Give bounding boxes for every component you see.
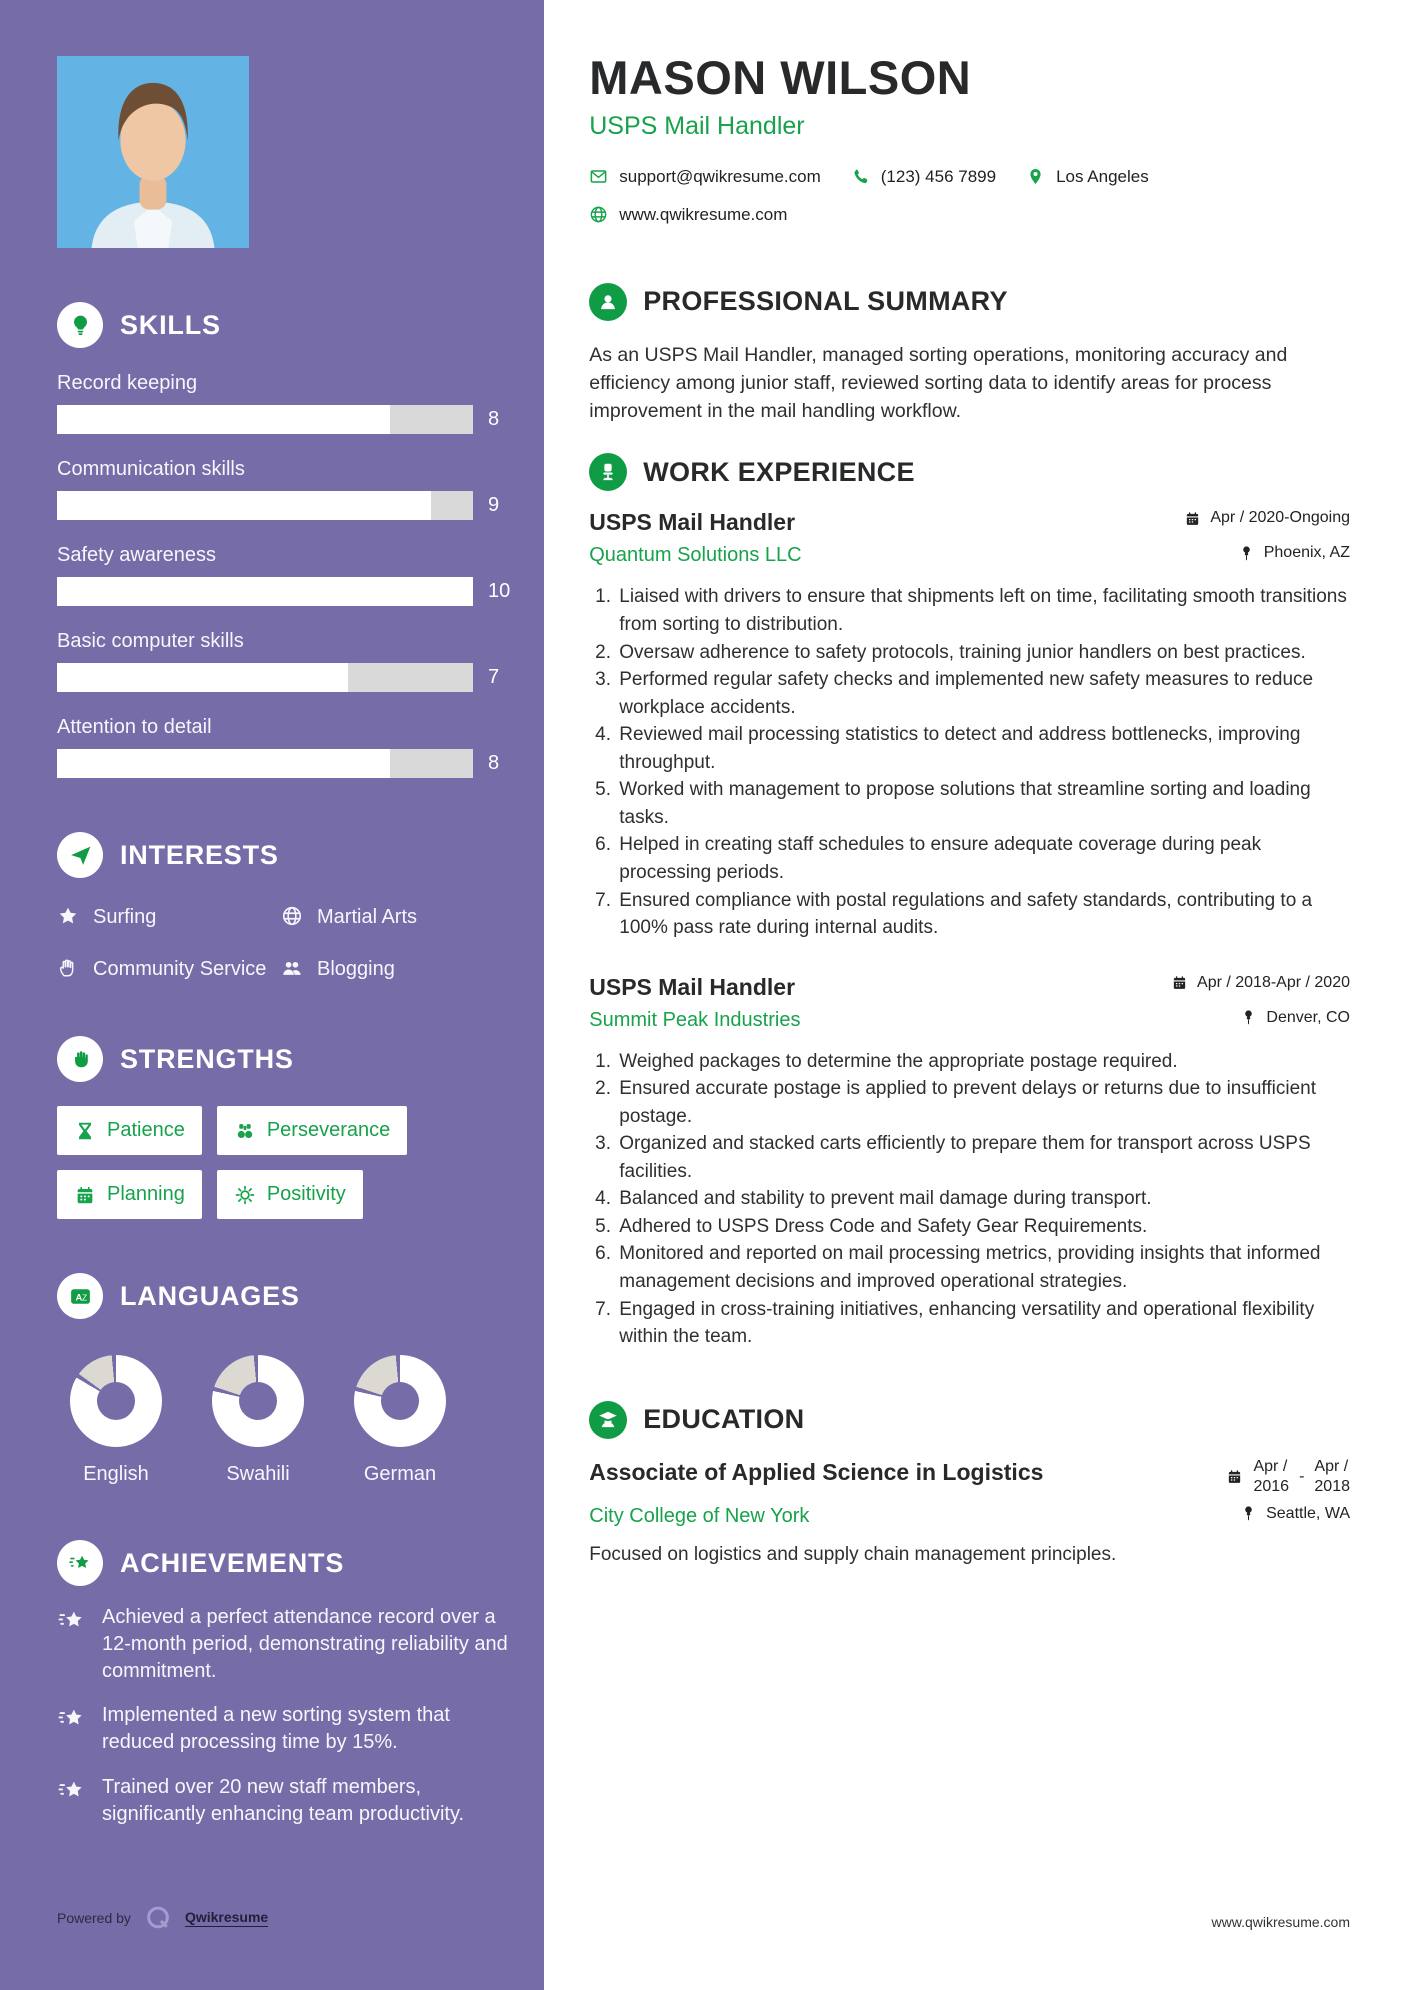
skill-row bbox=[57, 372, 510, 434]
location-contact: Los Angeles bbox=[1026, 167, 1149, 187]
interest-item: Blogging bbox=[281, 956, 510, 982]
job-bullet: 7. Ensured compliance with postal regulations and safety standards, contributing to a 100% pass rate during internal audits. bbox=[616, 887, 1350, 942]
shooting-star-icon bbox=[57, 1776, 87, 1806]
education-title: EDUCATION bbox=[643, 1404, 805, 1435]
strength-chip: Planning bbox=[57, 1170, 202, 1219]
fist-icon bbox=[57, 1036, 103, 1082]
envelope-icon bbox=[589, 167, 608, 186]
calendar-icon bbox=[74, 1184, 96, 1206]
skill-score: 9 bbox=[488, 494, 500, 516]
job-position-title: USPS Mail Handler bbox=[589, 973, 796, 1000]
hand-icon bbox=[57, 957, 79, 979]
shooting-star-icon bbox=[57, 1606, 87, 1636]
pushpin-icon bbox=[1240, 1505, 1257, 1522]
skill-score: 8 bbox=[488, 752, 500, 774]
strengths-header bbox=[57, 1036, 510, 1082]
job-bullet: 5. Worked with management to propose solutions that streamline sorting and loading tasks. bbox=[616, 776, 1350, 831]
globe-icon bbox=[589, 205, 608, 224]
skill-label: Record keeping bbox=[57, 372, 198, 394]
skill-bar bbox=[57, 405, 473, 434]
translate-icon bbox=[57, 1273, 103, 1319]
skill-row bbox=[57, 630, 510, 692]
strengths-section bbox=[57, 1036, 510, 1219]
skill-label: Communication skills bbox=[57, 458, 245, 480]
job-bullet: 3. Organized and stacked carts efficiently to prepare them for transport across USPS facilities. bbox=[616, 1130, 1350, 1185]
qwikresume-logo-icon bbox=[144, 1904, 172, 1932]
education-description: Focused on logistics and supply chain management principles. bbox=[589, 1543, 1117, 1565]
globe-icon bbox=[281, 905, 303, 927]
strength-chip: Perseverance bbox=[217, 1106, 407, 1155]
job-bullet: 6. Helped in creating staff schedules to ensure adequate coverage during peak processing periods. bbox=[616, 831, 1350, 886]
strengths-title: STRENGTHS bbox=[120, 1043, 294, 1074]
degree-title: Associate of Applied Science in Logistics bbox=[589, 1458, 1044, 1485]
experience-section bbox=[589, 453, 1350, 1350]
job-bullet: 5. Adhered to USPS Dress Code and Safety Gear Requirements. bbox=[616, 1213, 1350, 1241]
summary-section bbox=[589, 283, 1350, 426]
language-item: German bbox=[341, 1355, 459, 1486]
achievement-item: Achieved a perfect attendance record over a 12-month period, demonstrating reliability and commitment. bbox=[57, 1604, 510, 1684]
people-icon bbox=[281, 957, 303, 979]
sidebar bbox=[0, 0, 544, 1990]
achievements-header bbox=[57, 1540, 510, 1586]
main-content bbox=[544, 0, 1407, 1990]
shooting-star-icon bbox=[57, 1540, 103, 1586]
interest-item: Martial Arts bbox=[281, 904, 510, 930]
calendar-icon bbox=[1171, 974, 1188, 991]
skill-label: Basic computer skills bbox=[57, 630, 244, 652]
experience-title: WORK EXPERIENCE bbox=[643, 456, 915, 487]
pushpin-icon bbox=[1238, 545, 1255, 562]
strength-chip: Positivity bbox=[217, 1170, 363, 1219]
achievement-item: Trained over 20 new staff members, significantly enhancing team productivity. bbox=[57, 1774, 510, 1828]
job-bullet: 4. Reviewed mail processing statistics to detect and address bottlenecks, improving throughput. bbox=[616, 721, 1350, 776]
job-position-title: USPS Mail Handler bbox=[589, 509, 796, 536]
pushpin-icon bbox=[1240, 1009, 1257, 1026]
skill-bar bbox=[57, 663, 473, 692]
skill-label: Safety awareness bbox=[57, 544, 216, 566]
language-donut-chart bbox=[354, 1355, 446, 1447]
job-entry bbox=[589, 509, 1350, 941]
job-bullets bbox=[589, 1048, 1350, 1351]
job-company: Summit Peak Industries bbox=[589, 1008, 801, 1031]
education-dates: Apr / 2016 - Apr / 2018 bbox=[1226, 1457, 1350, 1497]
contact-row bbox=[589, 205, 1350, 225]
language-item: English bbox=[57, 1355, 175, 1486]
languages-header bbox=[57, 1273, 510, 1319]
powered-by-label: Powered by bbox=[57, 1910, 131, 1926]
skill-row bbox=[57, 458, 510, 520]
candidate-job-title: USPS Mail Handler bbox=[589, 111, 805, 140]
skills-header bbox=[57, 302, 510, 348]
svg-text:A: A bbox=[75, 1291, 82, 1302]
phone-contact: (123) 456 7899 bbox=[851, 167, 996, 187]
language-item: Swahili bbox=[199, 1355, 317, 1486]
education-school: City College of New York bbox=[589, 1504, 810, 1527]
job-bullet: 7. Engaged in cross-training initiatives, enhancing versatility and operational flexibility within the team. bbox=[616, 1296, 1350, 1351]
graduate-icon bbox=[589, 1401, 627, 1439]
job-dates: Apr / 2018-Apr / 2020 bbox=[1171, 974, 1350, 992]
interests-section bbox=[57, 832, 510, 982]
job-bullets bbox=[589, 583, 1350, 941]
date-separator: - bbox=[1299, 1467, 1305, 1485]
achievements-title: ACHIEVEMENTS bbox=[120, 1547, 345, 1578]
job-company: Quantum Solutions LLC bbox=[589, 544, 802, 567]
job-bullet: 2. Ensured accurate postage is applied to prevent delays or returns due to insufficient postage. bbox=[616, 1075, 1350, 1130]
interests-header bbox=[57, 832, 510, 878]
job-bullet: 6. Monitored and reported on mail processing metrics, providing insights that informed management decisions and improved operational strategies. bbox=[616, 1240, 1350, 1295]
candidate-name: MASON WILSON bbox=[589, 51, 972, 104]
job-bullet: 2. Oversaw adherence to safety protocols, training junior handlers on best practices. bbox=[616, 639, 1350, 667]
job-location: Phoenix, AZ bbox=[1238, 544, 1350, 562]
skill-bar bbox=[57, 749, 473, 778]
interests-title: INTERESTS bbox=[120, 839, 279, 870]
job-bullet: 1. Weighed packages to determine the appropriate postage required. bbox=[616, 1048, 1350, 1076]
lightbulb-icon bbox=[57, 302, 103, 348]
skill-row bbox=[57, 716, 510, 778]
interest-item: Community Service bbox=[57, 956, 281, 982]
skill-row bbox=[57, 544, 510, 606]
calendar-icon bbox=[1226, 1468, 1243, 1485]
skills-title: SKILLS bbox=[120, 309, 221, 340]
education-section bbox=[589, 1401, 1350, 1566]
job-bullet: 4. Balanced and stability to prevent mail damage during transport. bbox=[616, 1185, 1350, 1213]
profile-photo bbox=[57, 56, 249, 248]
job-bullet: 1. Liaised with drivers to ensure that shipments left on time, facilitating smooth transitions from sorting to distribution. bbox=[616, 583, 1350, 638]
shooting-star-icon bbox=[57, 1704, 87, 1734]
qwikresume-link[interactable]: Qwikresume bbox=[184, 1909, 269, 1925]
job-dates: Apr / 2020-Ongoing bbox=[1184, 509, 1350, 527]
skill-score: 7 bbox=[488, 666, 500, 688]
summary-header bbox=[589, 283, 1350, 321]
sidebar-footer bbox=[57, 1904, 268, 1932]
phone-icon bbox=[851, 167, 870, 186]
email-contact: support@qwikresume.com bbox=[589, 167, 821, 187]
summary-title: PROFESSIONAL SUMMARY bbox=[643, 286, 1008, 317]
job-location: Denver, CO bbox=[1240, 1009, 1350, 1027]
hourglass-icon bbox=[74, 1120, 96, 1142]
person-icon bbox=[589, 283, 627, 321]
achievement-item: Implemented a new sorting system that reduced processing time by 15%. bbox=[57, 1702, 510, 1756]
calendar-icon bbox=[1184, 510, 1201, 527]
skill-bar bbox=[57, 491, 473, 520]
job-bullet: 3. Performed regular safety checks and implemented new safety measures to reduce workplace accidents. bbox=[616, 666, 1350, 721]
sun-icon bbox=[234, 1184, 256, 1206]
languages-section bbox=[57, 1273, 510, 1486]
footer-website: www.qwikresume.com bbox=[1211, 1914, 1350, 1930]
website-contact: www.qwikresume.com bbox=[589, 205, 787, 225]
education-location: Seattle, WA bbox=[1240, 1505, 1350, 1523]
binoculars-icon bbox=[234, 1120, 256, 1142]
skill-score: 8 bbox=[488, 408, 500, 430]
paper-plane-icon bbox=[57, 832, 103, 878]
experience-header bbox=[589, 453, 1350, 491]
map-pin-icon bbox=[1026, 167, 1045, 186]
job-entry bbox=[589, 974, 1350, 1351]
star-icon bbox=[57, 905, 79, 927]
skills-section bbox=[57, 302, 510, 778]
language-donut-chart bbox=[70, 1355, 162, 1447]
svg-text:Z: Z bbox=[81, 1291, 87, 1302]
skill-bar bbox=[57, 577, 473, 606]
office-chair-icon bbox=[589, 453, 627, 491]
achievements-section bbox=[57, 1540, 510, 1828]
interest-item: Surfing bbox=[57, 904, 281, 930]
language-donut-chart bbox=[212, 1355, 304, 1447]
languages-title: LANGUAGES bbox=[120, 1280, 300, 1311]
skill-score: 10 bbox=[488, 580, 511, 602]
education-header bbox=[589, 1401, 1350, 1439]
skill-label: Attention to detail bbox=[57, 716, 212, 738]
summary-text: As an USPS Mail Handler, managed sorting operations, monitoring accuracy and efficiency among junior staff, reviewed sorting data to identify areas for process improvement in the mail handling workflow. bbox=[589, 343, 1288, 423]
strength-chip: Patience bbox=[57, 1106, 202, 1155]
contact-row bbox=[589, 167, 1350, 187]
